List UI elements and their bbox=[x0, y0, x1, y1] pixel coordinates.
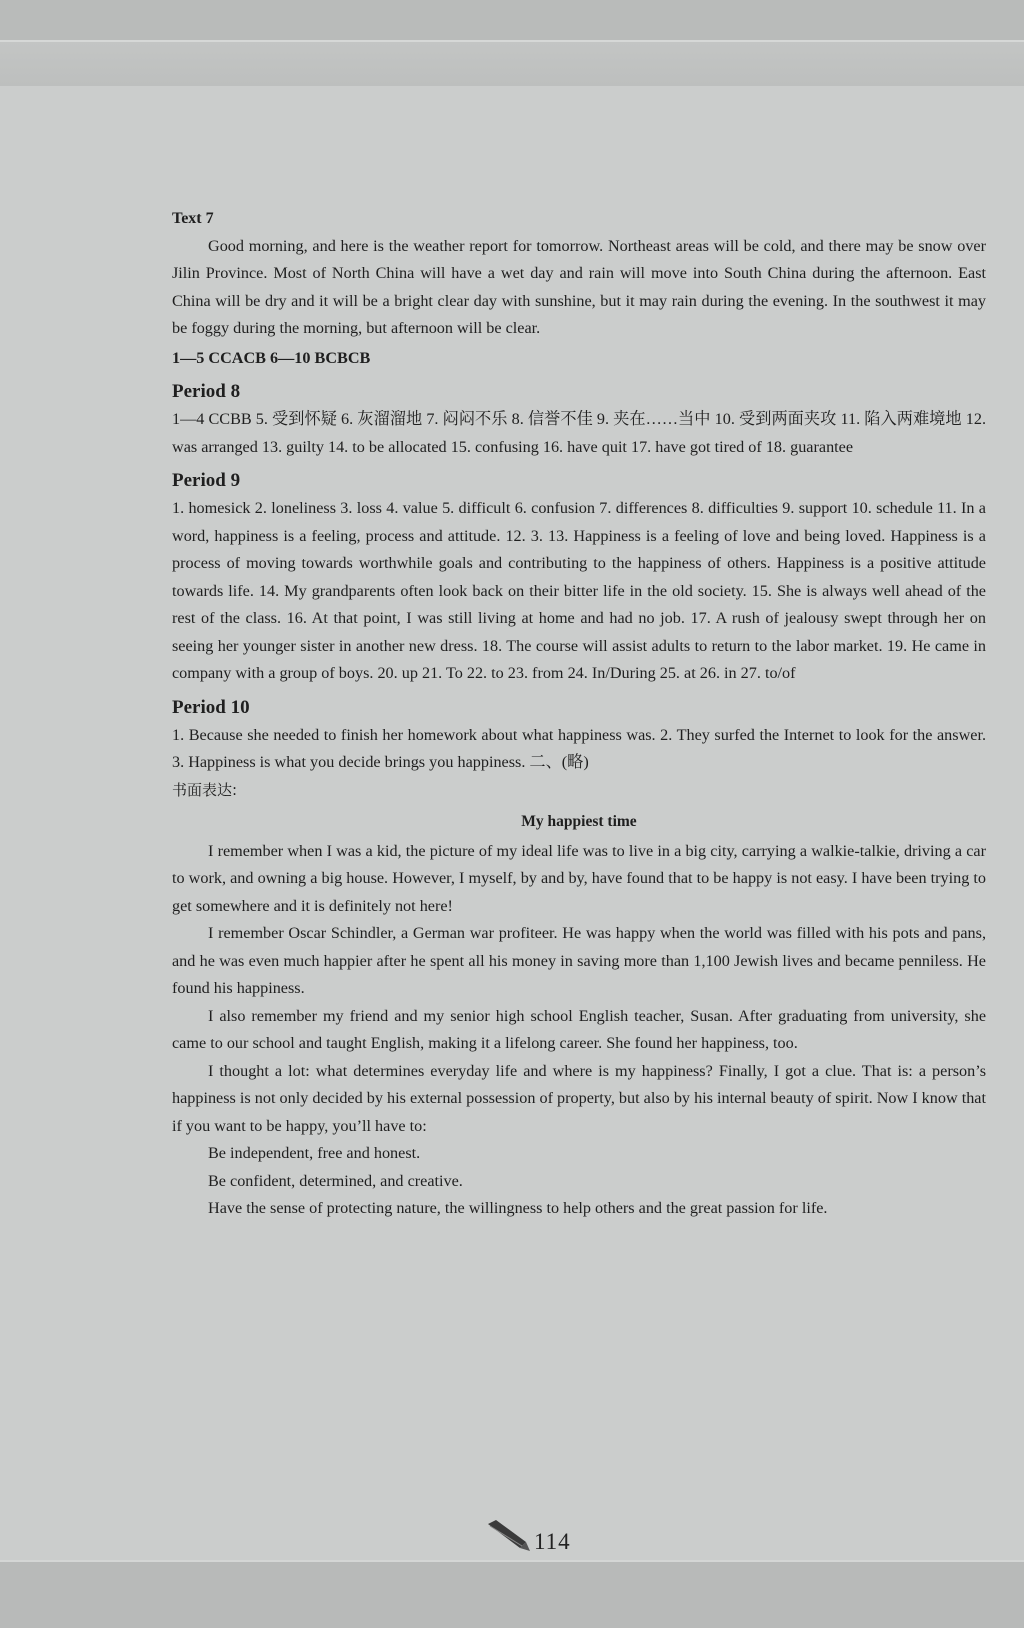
period8-answers: 1—4 CCBB 5. 受到怀疑 6. 灰溜溜地 7. 闷闷不乐 8. 信誉不佳 9. 夹在……当中 10. 受到两面夹攻 11. 陷入两难境地 12. was arranged 13. guilty 14. to be allocated 15. confusing 16. have quit 17. have got tired of 18. guarantee bbox=[172, 410, 986, 456]
period9-answers: 1. homesick 2. loneliness 3. loss 4. value 5. difficult 6. confusion 7. differences 8. difficulties 9. support 10. schedule 11. In a word, happiness is a feeling, process and attitude. 12. 3. 13. Happiness is a feeling of love and being loved. Happiness is a process of moving towards worthwhile goals and contributing to the happiness of others. Happiness is a positive attitude towards life. 14. My grandparents often look back on their bitter life in the old society. 15. She is always well ahead of the rest of the class. 16. At that point, I was still living at home and had no job. 17. A rush of jealousy swept through her on seeing her younger sister in another new dress. 18. The course will assist adults to return to the labor market. 19. He came in company with a group of boys. 20. up 21. To 22. to 23. from 24. In/During 25. at 26. in 27. to/of bbox=[172, 499, 986, 682]
pencil-icon bbox=[486, 1520, 530, 1552]
essay-paragraph: I also remember my friend and my senior high school English teacher, Susan. After graduating from university, she came to our school and taught English, making it a lifelong career. She found her happiness, too. bbox=[172, 1006, 986, 1052]
period9-title: Period 9 bbox=[172, 470, 241, 491]
essay-paragraph: Be independent, free and honest. bbox=[208, 1144, 421, 1162]
essay-paragraph: I thought a lot: what determines everyday life and where is my happiness? Finally, I got a clue. That is: a person’s happiness is not only decided by his external possession of property, but also by his internal beauty of spirit. Now I know that if you want to be happy, you’ll have to: bbox=[172, 1061, 986, 1135]
period10-title: Period 10 bbox=[172, 696, 250, 718]
bottom-margin-band bbox=[0, 1560, 1024, 1628]
page-number: 114 bbox=[534, 1529, 571, 1554]
essay-paragraph: Have the sense of protecting nature, the willingness to help others and the great passion for life. bbox=[208, 1199, 828, 1217]
text7-paragraph: Good morning, and here is the weather report for tomorrow. Northeast areas will be cold, and there may be snow over Jilin Province. Most of North China will have a wet day and rain will move into South China during the afternoon. East China will be dry and it will be a bright clear day with sunshine, but it may rain during the evening. In the southwest it may be foggy during the morning, but afternoon will be clear. bbox=[172, 236, 986, 337]
top-header-band bbox=[0, 40, 1024, 86]
text7-title: Text 7 bbox=[172, 210, 214, 227]
text7-answers: 1—5 CCACB 6—10 BCBCB bbox=[172, 348, 371, 367]
period8-title: Period 8 bbox=[172, 381, 241, 402]
writing-label: 书面表达: bbox=[172, 780, 238, 799]
essay-paragraph: Be confident, determined, and creative. bbox=[208, 1171, 463, 1190]
period10-answers: 1. Because she needed to finish her homework about what happiness was. 2. They surfed the Internet to look for the answer. 3. Happiness is what you decide brings you happiness. 二、(略) bbox=[172, 725, 986, 771]
top-margin-band bbox=[0, 0, 1024, 40]
essay-title: My happiest time bbox=[521, 813, 637, 830]
page-content bbox=[172, 203, 986, 1223]
essay-paragraph: I remember when I was a kid, the picture of my ideal life was to live in a big city, carrying a walkie-talkie, driving a car to work, and owning a big house. However, I myself, by and by, have found that to be happy is not easy. I have been trying to get somewhere and it is definitely not here! bbox=[172, 841, 986, 915]
essay-paragraph: I remember Oscar Schindler, a German war profiteer. He was happy when the world was filled with his pots and pans, and he was even much happier after he spent all his money in saving more than 1,100 Jewish lives and became penniless. He found his happiness. bbox=[172, 924, 986, 997]
